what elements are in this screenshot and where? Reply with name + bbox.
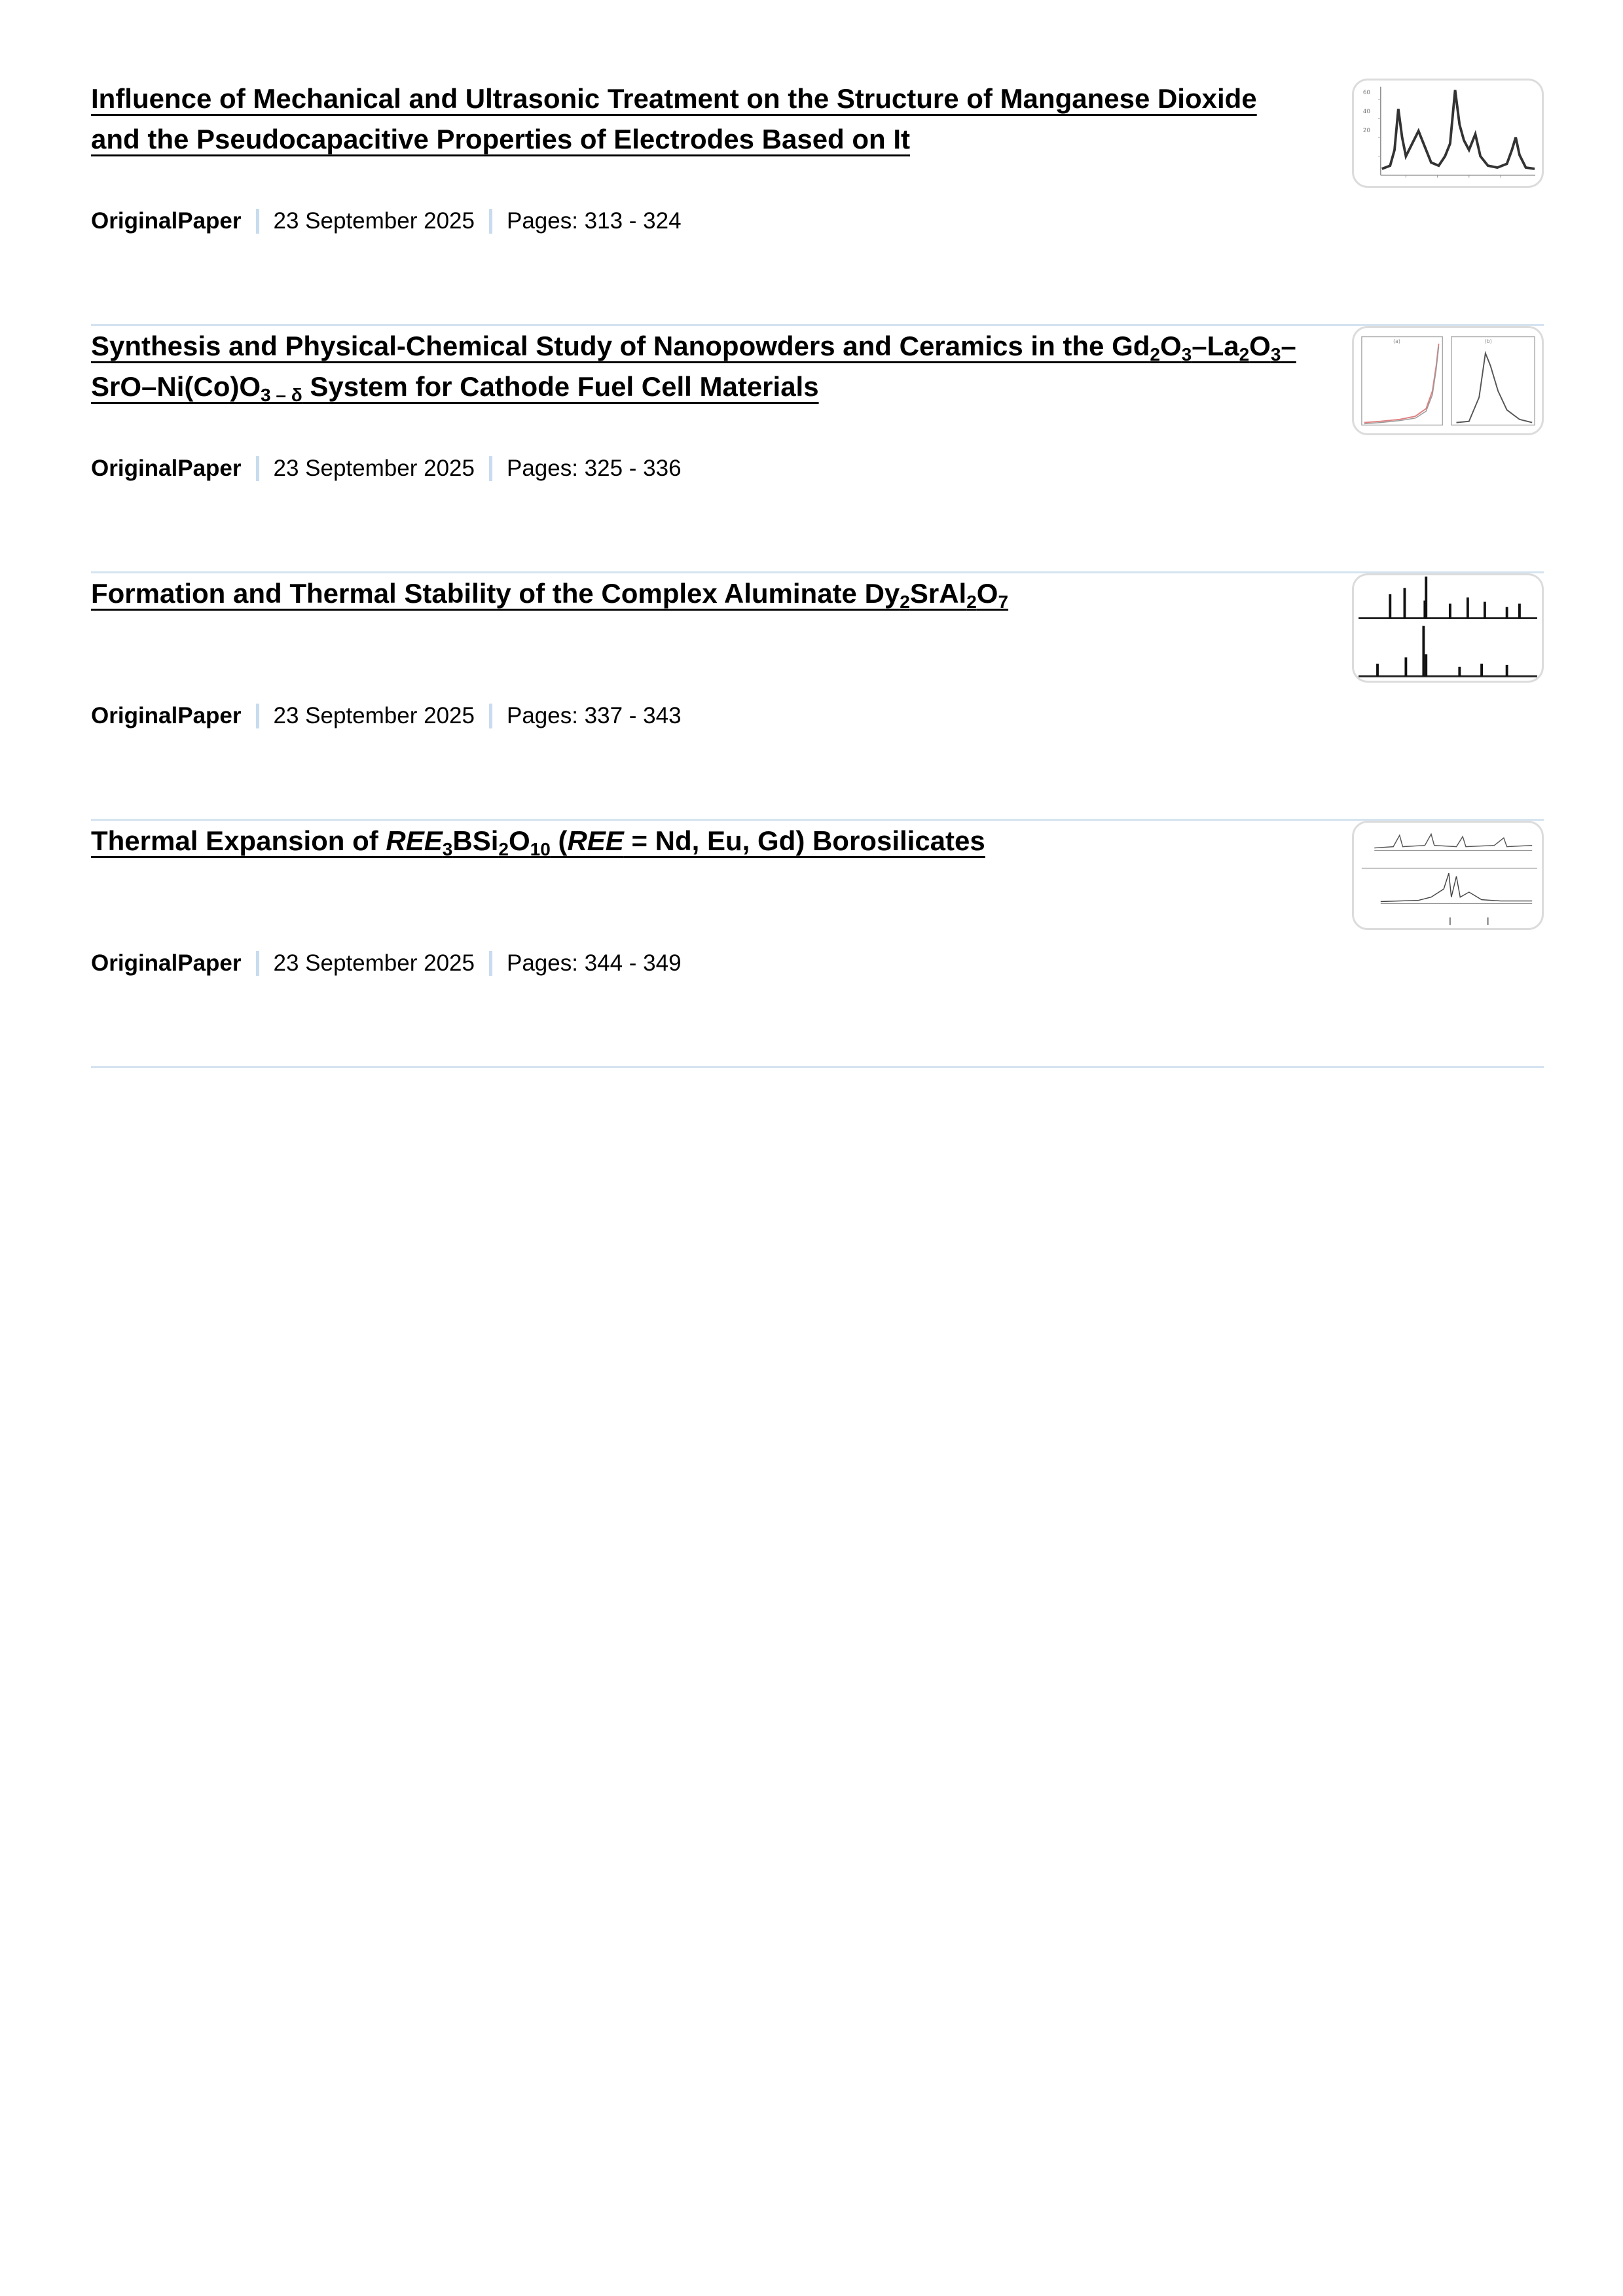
- title-text: System for Cathode Fuel Cell Materials: [302, 371, 819, 402]
- article-thumbnail[interactable]: [1352, 326, 1544, 435]
- page-range: Pages: 313 - 324: [506, 208, 682, 234]
- article-title-link[interactable]: [91, 578, 1009, 612]
- article-item: [91, 79, 1544, 326]
- title-text: –La: [1192, 331, 1239, 361]
- article-item: [91, 326, 1544, 573]
- article-thumbnail[interactable]: [1352, 821, 1544, 930]
- title-text: O: [976, 578, 998, 609]
- article-item: [91, 573, 1544, 821]
- title-text: Influence of Mechanical and Ultrasonic Treatment on the Structure of Manganese Dioxide and the Pseudocapacitive Properties of Electrodes Based on It: [91, 83, 1257, 154]
- svg-text:40: 40: [1362, 109, 1370, 116]
- xrd-pattern-thumbnail-image: [1354, 81, 1542, 186]
- publication-date: 23 September 2025: [273, 703, 475, 728]
- article-thumbnail[interactable]: [1352, 573, 1544, 683]
- title-subscript: 2: [1239, 344, 1250, 365]
- title-text: Formation and Thermal Stability of the Complex Aluminate Dy: [91, 578, 900, 609]
- title-subscript: 2: [900, 592, 910, 612]
- title-text: = Nd, Eu, Gd) Borosilicates: [623, 825, 985, 856]
- title-text: O: [1249, 331, 1271, 361]
- meta-separator: [256, 456, 259, 481]
- article-title-link[interactable]: [91, 331, 1296, 405]
- title-subscript: 3 – δ: [261, 385, 302, 405]
- article-title: [91, 326, 1302, 407]
- title-subscript: 2: [966, 592, 977, 612]
- article-type: OriginalPaper: [91, 208, 242, 234]
- publication-date: 23 September 2025: [273, 456, 475, 481]
- meta-separator: [489, 704, 492, 728]
- meta-separator: [256, 951, 259, 976]
- diffraction-lines-thumbnail-image: [1354, 575, 1542, 681]
- title-italic-text: REE: [567, 825, 624, 856]
- article-type: OriginalPaper: [91, 456, 242, 481]
- title-text: –SrO–Ni(Co)O: [91, 331, 1296, 402]
- title-text: Synthesis and Physical-Chemical Study of Nanopowders and Ceramics in the Gd: [91, 331, 1150, 361]
- title-subscript: 10: [530, 839, 551, 859]
- publication-date: 23 September 2025: [273, 950, 475, 976]
- article-type: OriginalPaper: [91, 703, 242, 728]
- article-type: OriginalPaper: [91, 950, 242, 976]
- svg-text:(a): (a): [1393, 338, 1400, 345]
- title-subscript: 3: [1181, 344, 1192, 365]
- article-title-link[interactable]: [91, 83, 1257, 154]
- article-meta: [91, 949, 682, 978]
- article-meta: [91, 207, 682, 236]
- title-subscript: 2: [498, 839, 509, 859]
- svg-text:(b): (b): [1484, 338, 1492, 345]
- article-thumbnail[interactable]: [1352, 79, 1544, 188]
- meta-separator: [489, 209, 492, 234]
- meta-separator: [256, 704, 259, 728]
- article-meta: [91, 702, 682, 730]
- title-text: O: [1159, 331, 1182, 361]
- svg-text:20: 20: [1362, 128, 1370, 135]
- article-title: [91, 573, 1302, 614]
- title-text: Thermal Expansion of: [91, 825, 386, 856]
- title-subscript: 3: [442, 839, 453, 859]
- title-subscript: 2: [1150, 344, 1160, 365]
- page-range: Pages: 337 - 343: [506, 703, 682, 728]
- article-title: [91, 79, 1302, 160]
- article-title-link[interactable]: [91, 825, 985, 859]
- title-text: O: [508, 825, 530, 856]
- page-range: Pages: 325 - 336: [506, 456, 682, 481]
- meta-separator: [489, 456, 492, 481]
- article-meta: [91, 454, 682, 483]
- page-range: Pages: 344 - 349: [506, 950, 682, 976]
- title-subscript: 3: [1270, 344, 1281, 365]
- title-text: (: [550, 825, 568, 856]
- xrd-comparison-thumbnail-image: [1354, 823, 1542, 928]
- svg-text:60: 60: [1362, 90, 1370, 97]
- article-item: [91, 821, 1544, 1068]
- publication-date: 23 September 2025: [273, 208, 475, 234]
- meta-separator: [489, 951, 492, 976]
- title-italic-text: REE: [386, 825, 443, 856]
- meta-separator: [256, 209, 259, 234]
- title-text: SrAl: [909, 578, 967, 609]
- adsorption-isotherm-thumbnail-image: [1354, 328, 1542, 433]
- title-text: BSi: [452, 825, 499, 856]
- title-subscript: 7: [998, 592, 1009, 612]
- article-title: [91, 821, 1302, 861]
